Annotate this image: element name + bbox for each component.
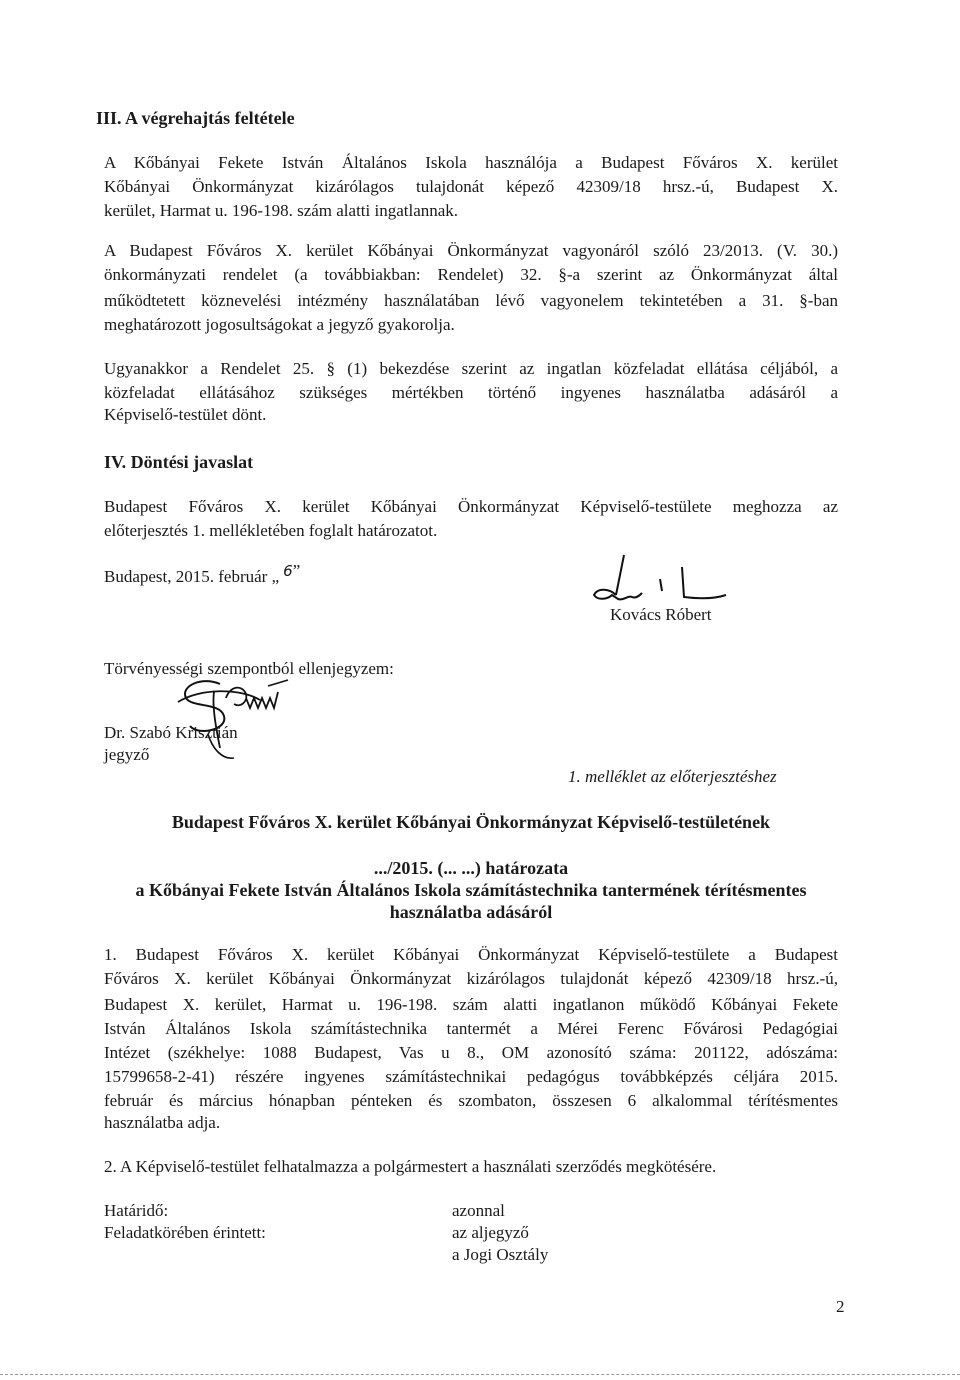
text-line: Ugyanakkor a Rendelet 25. § (1) bekezdése szerint az ingatlan közfeladat ellátása céljából, a [104,359,838,378]
text-line: közfeladat ellátásához szükséges mértékben történő ingyenes használatba adásáról a [104,383,838,402]
mayor-signature-icon [590,545,750,607]
responsible-label: Feladatkörében érintett: [104,1223,266,1242]
deadline-label: Határidő: [104,1201,169,1220]
annex-subject-line-1: a Kőbányai Fekete István Általános Iskola számítástechnika tantermének térítésmentes [135,880,807,900]
text-line: Budapest X. kerület, Harmat u. 196-198. szám alatti ingatlanon működő Kőbányai Fekete [104,995,838,1014]
text-line: 1. Budapest Főváros X. kerület Kőbányai Önkormányzat Képviselő-testülete a Budapest [104,945,838,964]
text-line: Képviselő-testület dönt. [104,405,267,424]
text-line: kerület, Harmat u. 196-198. szám alatti ingatlannak. [104,201,459,220]
section-4-heading: IV. Döntési javaslat [104,452,254,472]
text-line: A Kőbányai Fekete István Általános Iskola használója a Budapest Főváros X. kerület [104,153,838,172]
annex-number: .../2015. (... ...) határozata [373,858,569,878]
annex-subject-line-2: használatba adásáról [389,902,553,922]
text-line: előterjesztés 1. mellékletében foglalt határozatot. [104,521,438,540]
text-line: Intézet (székhelye: 1088 Budapest, Vas u 8., OM azonosító száma: 201122, adószáma: [104,1043,838,1062]
text-line: működtetett köznevelési intézmény használatában lévő vagyonelem tekintetében a 31. §-ban [104,291,838,310]
page-number: 2 [836,1297,845,1316]
deadline-value: azonnal [452,1201,505,1220]
responsible-value-1: az aljegyző [452,1223,529,1242]
text-line: önkormányzati rendelet (a továbbiakban: Rendelet) 32. §-a szerint az Önkormányzat által [104,265,838,284]
annex-label: 1. melléklet az előterjesztéshez [568,767,777,786]
responsible-value-2: a Jogi Osztály [452,1245,549,1264]
mayor-name: Kovács Róbert [610,605,712,624]
text-line: február és március hónapban pénteken és szombaton, összesen 6 alkalommal térítésmentes [104,1091,838,1110]
dateline-text: Budapest, 2015. február „ [104,567,280,586]
text-line: István Általános Iskola számítástechnika tantermét a Mérei Ferenc Fővárosi Pedagógiai [104,1019,838,1038]
legal-title: jegyző [104,745,150,764]
dateline [104,561,301,588]
text-line: Főváros X. kerület Kőbányai Önkormányzat kizárólagos tulajdonát képező 42309/18 hrsz.-ú, [104,969,838,988]
handwritten-day: 6 [283,562,293,580]
section-3-heading: III. A végrehajtás feltétele [96,108,295,128]
text-line: meghatározott jogosultságokat a jegyző gyakorolja. [104,315,455,334]
dateline-close-quote: ” [292,561,301,580]
annex-org: Budapest Főváros X. kerület Kőbányai Önkormányzat Képviselő-testületének [171,812,771,832]
legal-name: Dr. Szabó Krisztián [104,723,238,742]
text-line: Budapest Főváros X. kerület Kőbányai Önkormányzat Képviselő-testülete meghozza az [104,497,838,516]
legal-countersign-label: Törvényességi szempontból ellenjegyzem: [104,659,394,678]
notary-signature-icon [150,668,320,764]
text-line: 15799658-2-41) részére ingyenes számítástechnikai pedagógus továbbképzés céljára 2015. [104,1067,838,1086]
text-line: használatba adja. [104,1113,221,1132]
text-line: Kőbányai Önkormányzat kizárólagos tulajdonát képező 42309/18 hrsz.-ú, Budapest X. [104,177,838,196]
text-line: A Budapest Főváros X. kerület Kőbányai Önkormányzat vagyonáról szóló 23/2013. (V. 30.) [104,241,838,260]
scan-edge-divider [0,1374,960,1375]
decision-item-2: 2. A Képviselő-testület felhatalmazza a polgármestert a használati szerződés megkötésére. [104,1157,717,1176]
